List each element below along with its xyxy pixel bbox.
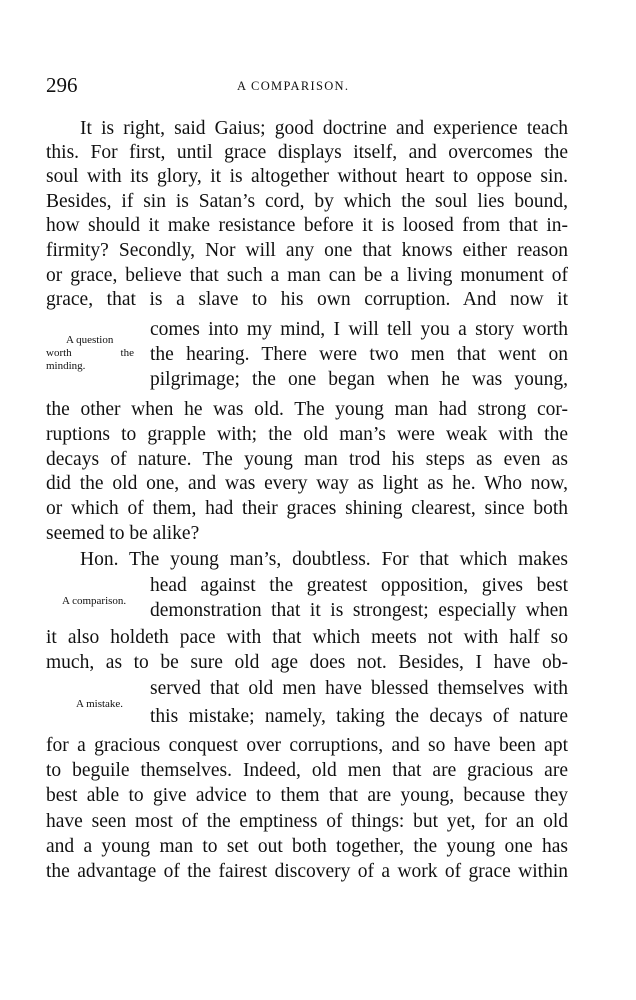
text-line: the other when he was old. The young man had strong cor- [46,399,568,420]
text-line: the hearing. There were two men that went on [150,344,568,365]
text-line: soul with its glory, it is altogether without heart to oppose sin. [46,166,568,187]
text-line: much, as to be sure old age does not. Besides, I have ob- [46,652,568,673]
text-line: Hon. The young man’s, doubtless. For that which makes [80,549,568,570]
text-line: served that old men have blessed themselves with [150,678,568,699]
page-number: 296 [46,73,78,97]
text-line: have seen most of the emptiness of things: but yet, for an old [46,811,568,832]
text-line: head against the greatest opposition, gives best [150,575,568,596]
text-line: comes into my mind, I will tell you a story worth [150,319,568,340]
side-note-comparison: A comparison. [62,595,127,607]
text-line: pilgrimage; the one began when he was young, [150,369,568,390]
text-line: ruptions to grapple with; the old man’s were weak with the [46,424,568,445]
running-head: A COMPARISON. [237,79,350,93]
text-line: this mistake; namely, taking the decays of nature [150,706,568,727]
text-line: to beguile themselves. Indeed, old men that are gracious are [46,760,568,781]
text-line: this. For first, until grace displays itself, and overcomes the [46,142,568,163]
text-line: It is right, said Gaius; good doctrine and experience teach [80,118,568,139]
text-line: did the old one, and was every way as light as he. Who now, [46,473,568,494]
text-line: grace, that is a slave to his own corruption. And now it [46,289,568,310]
text-line: best able to give advice to them that are young, because they [46,785,568,806]
text-line: decays of nature. The young man trod his steps as even as [46,449,568,470]
text-line: seemed to be alike? [46,523,200,544]
text-line: or which of them, had their graces shining clearest, since both [46,498,568,519]
side-note-question: worth the [46,347,134,359]
text-line: Besides, if sin is Satan’s cord, by which the soul lies bound, [46,191,568,212]
text-line: it also holdeth pace with that which meets not with half so [46,627,568,648]
text-line: firmity? Secondly, Nor will any one that knows either reason [46,240,568,261]
text-line: for a gracious conquest over corruptions, and so have been apt [46,735,568,756]
text-line: demonstration that it is strongest; especially when [150,600,568,621]
side-note-mistake: A mistake. [76,698,124,710]
text-line: and a young man to set out both together, the young one has [46,836,568,857]
text-line: how should it make resistance before it is loosed from that in- [46,215,568,236]
side-note-question: A question [66,334,114,346]
text-line: the advantage of the fairest discovery of a work of grace within [46,861,568,882]
side-note-question: minding. [46,360,86,372]
text-line: or grace, believe that such a man can be a living monument of [46,265,568,286]
